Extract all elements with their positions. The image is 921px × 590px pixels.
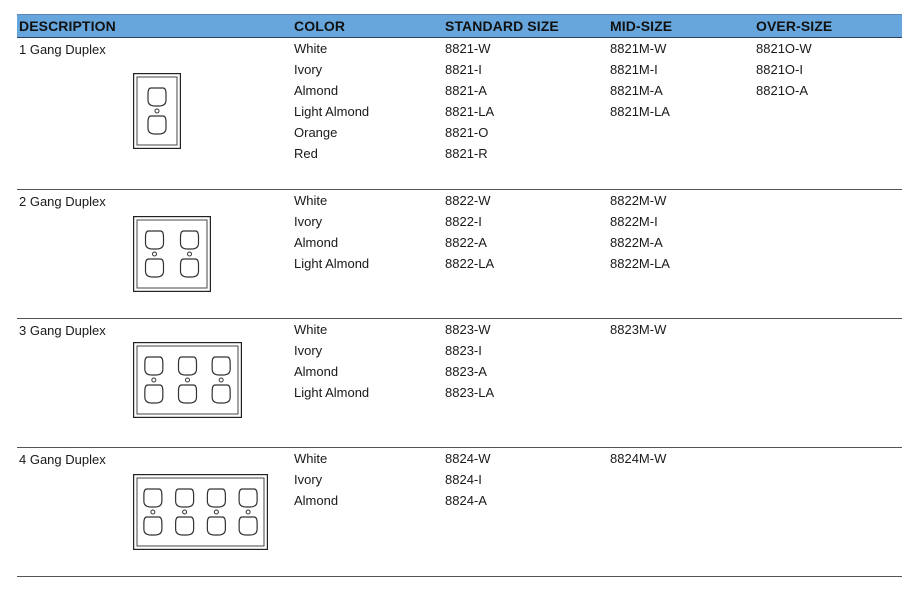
color-cell: Light Almond [294,256,370,271]
header-description: DESCRIPTION [19,18,116,34]
color-cell: Ivory [294,214,323,229]
table-header [17,14,902,38]
mid-size-part-number: 8822M-W [610,193,667,208]
mid-size-part-number: 8821M-I [610,62,658,77]
row-description: 4 Gang Duplex [19,452,106,467]
color-cell: White [294,451,328,466]
wall-plate-icon [133,73,181,149]
mid-size-part-number: 8822M-A [610,235,663,250]
color-cell: Ivory [294,62,323,77]
color-cell: Light Almond [294,104,370,119]
standard-size-part-number: 8824-A [445,493,487,508]
header-standard-size: STANDARD SIZE [445,18,559,34]
standard-size-part-number: 8822-I [445,214,482,229]
color-cell: Almond [294,364,339,379]
color-cell: White [294,41,328,56]
over-size-part-number: 8821O-A [756,83,809,98]
mid-size-part-number: 8822M-I [610,214,658,229]
over-size-part-number: 8821O-I [756,62,803,77]
row-divider [17,447,902,448]
mid-size-part-number: 8821M-LA [610,104,670,119]
header-color: COLOR [294,18,346,34]
standard-size-part-number: 8822-A [445,235,487,250]
color-cell: Orange [294,125,338,140]
standard-size-part-number: 8822-W [445,193,491,208]
wall-plate-icon [133,342,242,418]
row-description: 3 Gang Duplex [19,323,106,338]
color-cell: Ivory [294,343,323,358]
standard-size-part-number: 8823-LA [445,385,495,400]
row-divider [17,318,902,319]
color-cell: Almond [294,235,339,250]
standard-size-part-number: 8822-LA [445,256,495,271]
standard-size-part-number: 8821-LA [445,104,495,119]
row-divider [17,576,902,577]
color-cell: Almond [294,493,339,508]
color-cell: White [294,322,328,337]
mid-size-part-number: 8821M-W [610,41,667,56]
row-description: 1 Gang Duplex [19,42,106,57]
wall-plate-icon [133,474,268,550]
standard-size-part-number: 8824-I [445,472,482,487]
standard-size-part-number: 8824-W [445,451,491,466]
color-cell: Ivory [294,472,323,487]
standard-size-part-number: 8821-I [445,62,482,77]
wall-plate-icon [133,216,211,292]
over-size-part-number: 8821O-W [756,41,812,56]
standard-size-part-number: 8823-I [445,343,482,358]
mid-size-part-number: 8822M-LA [610,256,670,271]
standard-size-part-number: 8821-A [445,83,487,98]
color-cell: Light Almond [294,385,370,400]
mid-size-part-number: 8821M-A [610,83,663,98]
color-cell: Red [294,146,318,161]
standard-size-part-number: 8821-W [445,41,491,56]
color-cell: Almond [294,83,339,98]
header-mid-size: MID-SIZE [610,18,673,34]
mid-size-part-number: 8823M-W [610,322,667,337]
row-divider [17,189,902,190]
standard-size-part-number: 8823-A [445,364,487,379]
standard-size-part-number: 8821-O [445,125,489,140]
standard-size-part-number: 8821-R [445,146,488,161]
color-cell: White [294,193,328,208]
row-description: 2 Gang Duplex [19,194,106,209]
header-over-size: OVER-SIZE [756,18,833,34]
standard-size-part-number: 8823-W [445,322,491,337]
mid-size-part-number: 8824M-W [610,451,667,466]
